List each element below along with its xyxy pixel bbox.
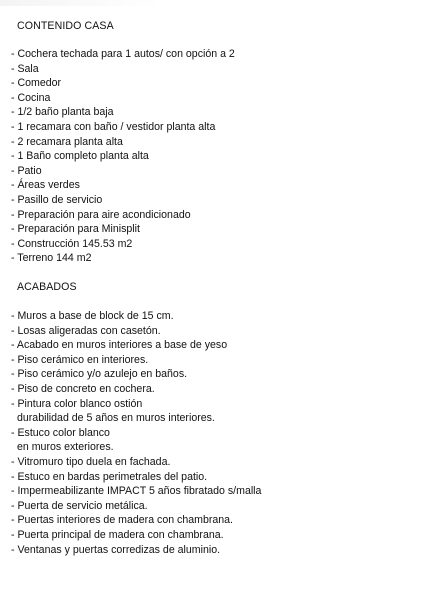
list-item: - Piso cerámico y/o azulejo en baños. [11, 368, 188, 381]
list-item: - Pasillo de servicio [11, 193, 103, 206]
list-item: - Piso cerámico en interiores. [11, 353, 149, 366]
top-edge-shadow [0, 0, 160, 6]
list-item: - Estuco color blanco [11, 426, 110, 439]
list-item: - Vitromuro tipo duela en fachada. [11, 455, 171, 468]
list-item: - Pintura color blanco ostión [11, 397, 143, 410]
list-item: - Cocina [11, 91, 51, 104]
acabados-list [11, 309, 261, 557]
list-item: - Muros a base de block de 15 cm. [11, 310, 174, 322]
list-item: - 1 Baño completo planta alta [11, 150, 149, 163]
list-item: - 1 recamara con baño / vestidor planta alta [11, 120, 216, 133]
list-item: - Construcción 145.53 m2 [11, 237, 133, 250]
list-item: - Losas aligeradas con casetón. [11, 324, 161, 337]
list-item: - 1/2 baño planta baja [11, 106, 114, 119]
list-item: - Comedor [11, 77, 62, 90]
list-item: - Preparación para Minisplit [11, 223, 140, 236]
list-item: - Impermeabilizante IMPACT 5 años fibratado s/malla [11, 485, 262, 498]
list-item: - 2 recamara planta alta [11, 135, 123, 148]
list-item: - Terreno 144 m2 [11, 252, 92, 265]
list-item: - Patio [11, 164, 42, 177]
contenido-list [11, 47, 235, 266]
list-item-continuation: en muros exteriores. [17, 441, 114, 454]
list-item: - Preparación para aire acondicionado [11, 208, 191, 221]
list-item: - Estuco en bardas perimetrales del patio. [11, 470, 208, 483]
list-item: - Acabado en muros interiores a base de yeso [11, 339, 228, 352]
list-item: - Puertas interiores de madera con chambrana. [11, 514, 233, 527]
acabados-title: ACABADOS [17, 281, 77, 293]
list-item: - Cochera techada para 1 autos/ con opción a 2 [11, 48, 235, 60]
list-item: - Ventanas y puertas corredizas de aluminio. [11, 543, 221, 556]
contenido-title: CONTENIDO CASA [17, 20, 114, 32]
list-item-continuation: durabilidad de 5 años en muros interiores. [17, 412, 215, 425]
list-item: - Piso de concreto en cochera. [11, 382, 155, 395]
list-item: - Puerta de servicio metálica. [11, 499, 148, 512]
list-item: - Puerta principal de madera con chambrana. [11, 528, 224, 541]
list-item: - Áreas verdes [11, 179, 80, 192]
list-item: - Sala [11, 62, 39, 75]
